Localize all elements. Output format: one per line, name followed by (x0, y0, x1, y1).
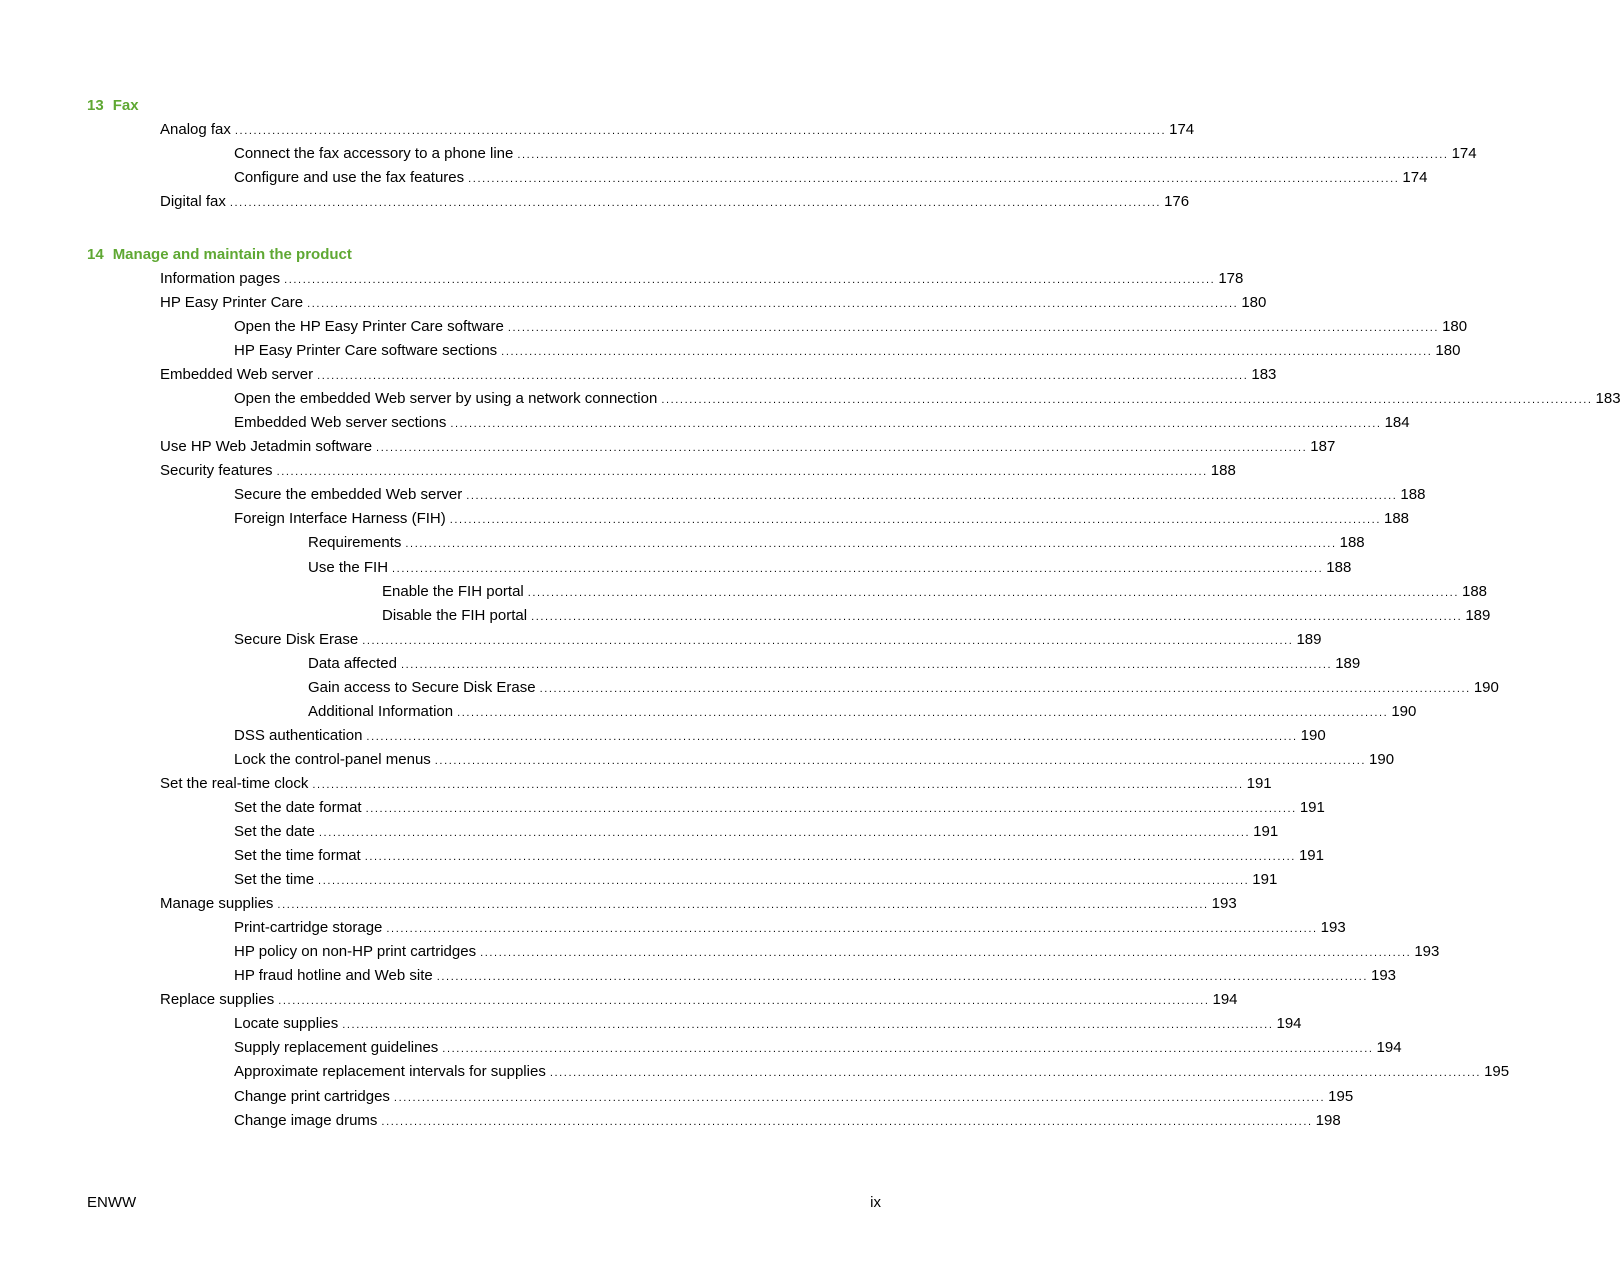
toc-entry[interactable]: Foreign Interface Harness (FIH) ........................................................................................................................................................................................................ 188 (234, 510, 1410, 527)
toc-entry-page: 193 (1211, 895, 1237, 912)
toc-entry-title: HP policy on non-HP print cartridges (234, 943, 477, 960)
toc-entry[interactable]: Use the FIH ........................................................................................................................................................................................................ 188 (308, 559, 1352, 576)
toc-entry-page: 193 (1414, 943, 1440, 960)
toc-entry-title: Open the HP Easy Printer Care software (234, 318, 504, 335)
chapter-number: 14 (87, 246, 104, 263)
toc-entry-page: 190 (1473, 679, 1499, 696)
toc-entry-title: Set the time format (234, 847, 361, 864)
toc-entry-title: Embedded Web server (160, 366, 314, 383)
toc-entry-title: Configure and use the fax features (234, 169, 465, 186)
toc-entry[interactable]: Embedded Web server sections ........................................................................................................................................................................................................ 184 (234, 414, 1410, 431)
toc-entry[interactable]: Locate supplies ........................................................................................................................................................................................................ 194 (234, 1015, 1302, 1032)
toc-entry[interactable]: Digital fax ........................................................................................................................................................................................................ 176 (160, 193, 1190, 210)
toc-entry[interactable]: HP policy on non-HP print cartridges ........................................................................................................................................................................................................ 193 (234, 943, 1440, 960)
toc-entry-page: 174 (1451, 145, 1477, 162)
chapter-heading (87, 97, 139, 115)
toc-entry-title: Use the FIH (308, 559, 389, 576)
toc-entry-page: 195 (1328, 1088, 1354, 1105)
toc-entry-page: 188 (1383, 510, 1410, 527)
toc-entry-page: 180 (1442, 318, 1468, 335)
toc-entry-page: 194 (1376, 1039, 1402, 1056)
toc-entry-title: Foreign Interface Harness (FIH) (234, 510, 446, 527)
toc-entry-page: 188 (1461, 583, 1488, 600)
toc-entry[interactable]: Enable the FIH portal ........................................................................................................................................................................................................ 188 (382, 583, 1488, 600)
toc-entry-title: Set the date format (234, 799, 362, 816)
toc-entry-title: Set the real-time clock (160, 775, 309, 792)
toc-entry-title: Replace supplies (160, 991, 275, 1008)
toc-entry-title: Analog fax (160, 121, 231, 138)
toc-entry[interactable]: Lock the control-panel menus ........................................................................................................................................................................................................ 190 (234, 751, 1395, 768)
toc-entry-title: Open the embedded Web server by using a network connection (234, 390, 658, 407)
footer-left: ENWW (87, 1194, 137, 1211)
toc-entry[interactable]: HP fraud hotline and Web site ........................................................................................................................................................................................................ 193 (234, 967, 1397, 984)
toc-entry-page: 180 (1241, 294, 1267, 311)
toc-entry-title: Set the time (234, 871, 315, 888)
toc-entry[interactable]: Disable the FIH portal ........................................................................................................................................................................................................ 189 (382, 607, 1491, 624)
toc-entry[interactable]: Manage supplies ........................................................................................................................................................................................................ 193 (160, 895, 1237, 912)
toc-entry-page: 193 (1370, 967, 1397, 984)
toc-entry[interactable]: Embedded Web server ........................................................................................................................................................................................................ 183 (160, 366, 1277, 383)
toc-entry-page: 189 (1465, 607, 1491, 624)
toc-entry-page: 191 (1246, 775, 1272, 792)
toc-entry-title: Supply replacement guidelines (234, 1039, 439, 1056)
toc-entry-title: DSS authentication (234, 727, 363, 744)
toc-entry[interactable]: Connect the fax accessory to a phone line ........................................................................................................................................................................................................ 174 (234, 145, 1477, 162)
toc-entry[interactable]: Configure and use the fax features ........................................................................................................................................................................................................ 174 (234, 169, 1428, 186)
toc-entry-title: Information pages (160, 270, 281, 287)
toc-entry-title: Manage supplies (160, 895, 274, 912)
toc-entry-title: HP Easy Printer Care (160, 294, 304, 311)
toc-entry[interactable]: HP Easy Printer Care ........................................................................................................................................................................................................ 180 (160, 294, 1267, 311)
footer-page-number: ix (870, 1194, 881, 1211)
chapter-title: Manage and maintain the product (112, 246, 352, 263)
toc-entry[interactable]: Print-cartridge storage ........................................................................................................................................................................................................ 193 (234, 919, 1346, 936)
toc-entry[interactable]: Security features ........................................................................................................................................................................................................ 188 (160, 462, 1236, 479)
toc-entry-page: 191 (1298, 847, 1324, 864)
toc-entry-title: Embedded Web server sections (234, 414, 447, 431)
toc-entry-page: 191 (1252, 871, 1278, 888)
toc-entry-page: 198 (1315, 1112, 1341, 1129)
toc-entry[interactable]: Secure Disk Erase ........................................................................................................................................................................................................ 189 (234, 631, 1322, 648)
toc-entry[interactable]: DSS authentication ........................................................................................................................................................................................................ 190 (234, 727, 1326, 744)
toc-entry-page: 195 (1484, 1063, 1510, 1080)
toc-entry-title: Set the date (234, 823, 315, 840)
toc-entry-page: 193 (1320, 919, 1346, 936)
toc-entry-title: HP fraud hotline and Web site (234, 967, 433, 984)
toc-entry-title: Requirements (308, 534, 402, 551)
chapter-title: Fax (112, 97, 139, 114)
toc-entry-title: Use HP Web Jetadmin software (160, 438, 373, 455)
toc-entry-page: 183 (1595, 390, 1621, 407)
toc-entry[interactable]: Set the date ........................................................................................................................................................................................................ 191 (234, 823, 1279, 840)
toc-entry-page: 190 (1369, 751, 1395, 768)
toc-entry-page: 188 (1400, 486, 1426, 503)
toc-entry-title: Change image drums (234, 1112, 378, 1129)
toc-entry-page: 183 (1251, 366, 1277, 383)
toc-entry-page: 188 (1326, 559, 1352, 576)
toc-entry-page: 188 (1210, 462, 1236, 479)
toc-entry-page: 189 (1335, 655, 1361, 672)
toc-entry-title: Lock the control-panel menus (234, 751, 431, 768)
toc-entry-title: Gain access to Secure Disk Erase (308, 679, 536, 696)
toc-entry-title: Locate supplies (234, 1015, 339, 1032)
toc-entry[interactable]: Secure the embedded Web server ........................................................................................................................................................................................................ 188 (234, 486, 1426, 503)
toc-entry[interactable]: Set the time ........................................................................................................................................................................................................ 191 (234, 871, 1278, 888)
toc-entry[interactable]: Set the real-time clock ........................................................................................................................................................................................................ 191 (160, 775, 1272, 792)
toc-entry[interactable]: Open the HP Easy Printer Care software ........................................................................................................................................................................................................ 180 (234, 318, 1468, 335)
toc-entry[interactable]: Information pages ........................................................................................................................................................................................................ 178 (160, 270, 1244, 287)
toc-entry[interactable]: Set the date format ........................................................................................................................................................................................................ 191 (234, 799, 1325, 816)
toc-entry[interactable]: Replace supplies ........................................................................................................................................................................................................ 194 (160, 991, 1238, 1008)
toc-entry-title: Secure the embedded Web server (234, 486, 463, 503)
toc-entry-title: Connect the fax accessory to a phone line (234, 145, 514, 162)
toc-entry-title: Enable the FIH portal (382, 583, 524, 600)
chapter-heading (87, 246, 352, 264)
toc-entry-page: 189 (1296, 631, 1322, 648)
toc-entry-page: 184 (1384, 414, 1410, 431)
toc-entry-title: Disable the FIH portal (382, 607, 528, 624)
toc-entry-title: Secure Disk Erase (234, 631, 359, 648)
toc-entry[interactable]: Additional Information ........................................................................................................................................................................................................ 190 (308, 703, 1417, 720)
toc-entry[interactable]: HP Easy Printer Care software sections ........................................................................................................................................................................................................ 180 (234, 342, 1461, 359)
toc-entry-page: 174 (1169, 121, 1195, 138)
toc-entry-title: Print-cartridge storage (234, 919, 383, 936)
toc-entry-page: 178 (1218, 270, 1244, 287)
toc-entry-page: 180 (1435, 342, 1461, 359)
toc-entry[interactable]: Change print cartridges ........................................................................................................................................................................................................ 195 (234, 1088, 1354, 1105)
toc-entry-page: 190 (1391, 703, 1417, 720)
toc-entry-title: Additional Information (308, 703, 454, 720)
toc-entry[interactable]: Open the embedded Web server by using a network connection ........................................................................................................................................................................................................ 183 (234, 390, 1621, 407)
toc-entry-page: 194 (1212, 991, 1238, 1008)
toc-entry[interactable]: Analog fax ........................................................................................................................................................................................................ 174 (160, 121, 1195, 138)
toc-entry[interactable]: Requirements ........................................................................................................................................................................................................ 188 (308, 534, 1365, 551)
toc-entry-page: 190 (1300, 727, 1326, 744)
chapter-number: 13 (87, 97, 104, 114)
toc-entry-title: Security features (160, 462, 273, 479)
toc-entry-page: 176 (1164, 193, 1190, 210)
toc-entry[interactable]: Approximate replacement intervals for supplies ........................................................................................................................................................................................................ 195 (234, 1063, 1510, 1080)
toc-entry-page: 188 (1339, 534, 1365, 551)
toc-entry-title: HP Easy Printer Care software sections (234, 342, 498, 359)
toc-entry-page: 174 (1402, 169, 1428, 186)
toc-entry-title: Change print cartridges (234, 1088, 390, 1105)
toc-entry-page: 191 (1299, 799, 1325, 816)
toc-entry-page: 194 (1276, 1015, 1302, 1032)
toc-entry[interactable]: Change image drums ........................................................................................................................................................................................................ 198 (234, 1112, 1341, 1129)
toc-entry-title: Approximate replacement intervals for supplies (234, 1063, 546, 1080)
toc-entry-page: 191 (1253, 823, 1279, 840)
toc-entry[interactable]: Set the time format ........................................................................................................................................................................................................ 191 (234, 847, 1324, 864)
toc-entry-title: Digital fax (160, 193, 226, 210)
toc-entry[interactable]: Data affected ........................................................................................................................................................................................................ 189 (308, 655, 1361, 672)
toc-entry-title: Data affected (308, 655, 397, 672)
toc-entry-page: 187 (1310, 438, 1336, 455)
toc-entry[interactable]: Use HP Web Jetadmin software ........................................................................................................................................................................................................ 187 (160, 438, 1336, 455)
toc-entry[interactable]: Gain access to Secure Disk Erase ........................................................................................................................................................................................................ 190 (308, 679, 1499, 696)
toc-entry[interactable]: Supply replacement guidelines ........................................................................................................................................................................................................ 194 (234, 1039, 1402, 1056)
